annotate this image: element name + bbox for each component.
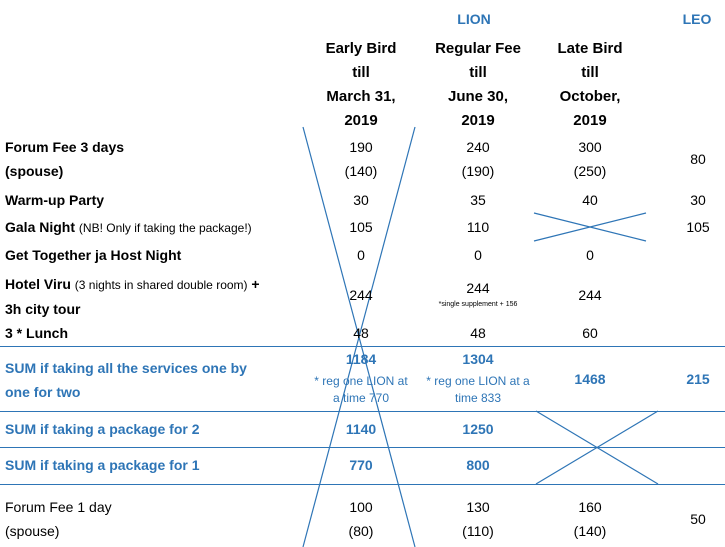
warmup-leo: 30 xyxy=(690,192,706,208)
late-bird-header: Late Bird till October, 2019 xyxy=(557,40,623,129)
together-regular: 0 xyxy=(474,247,482,263)
forum1-regular: 130 (110) xyxy=(462,499,494,539)
sum-all-leo: 215 xyxy=(686,371,710,387)
gala-regular: 110 xyxy=(466,219,490,235)
hotel-regular: 244 xyxy=(466,280,490,296)
gala-label: Gala Night (NB! Only if taking the package!) xyxy=(5,219,252,235)
lunch-label: 3 * Lunch xyxy=(5,325,69,341)
warmup-regular: 35 xyxy=(470,192,486,208)
forum3-regular: 240 (190) xyxy=(461,139,495,179)
together-label: Get Together ja Host Night xyxy=(5,247,182,263)
sum-all-early-note: * reg one LION at a time 770 xyxy=(314,374,408,405)
forum3-early: 190 (140) xyxy=(344,139,378,179)
rule-sum-top xyxy=(0,346,725,347)
together-late: 0 xyxy=(586,247,594,263)
sum-all-early: 1184 xyxy=(345,351,377,367)
hotel-early: 244 xyxy=(349,287,373,303)
together-early: 0 xyxy=(357,247,365,263)
forum1-late: 160 (140) xyxy=(573,499,607,539)
lunch-late: 60 xyxy=(582,325,598,341)
forum3-label: Forum Fee 3 days (spouse) xyxy=(5,139,125,179)
hotel-late: 244 xyxy=(578,287,602,303)
hotel-label: Hotel Viru (3 nights in shared double room) + 3h city tour xyxy=(5,276,260,317)
rule-pkg2-bottom xyxy=(0,447,725,448)
rule-pkg1-bottom xyxy=(0,484,725,485)
forum1-early: 100 (80) xyxy=(348,499,374,539)
sum-pkg2-label: SUM if taking a package for 2 xyxy=(5,421,200,437)
sum-pkg1-early: 770 xyxy=(349,457,373,473)
sum-pkg2-regular: 1250 xyxy=(462,421,494,437)
sum-pkg1-label: SUM if taking a package for 1 xyxy=(5,457,200,473)
warmup-late: 40 xyxy=(582,192,598,208)
lunch-early: 48 xyxy=(353,325,369,341)
gala-note: (NB! Only if taking the package!) xyxy=(78,221,252,235)
forum3-late: 300 (250) xyxy=(573,139,607,179)
leo-header: LEO xyxy=(682,11,712,27)
forum1-leo: 50 xyxy=(690,511,706,527)
hotel-regular-note: *single supplement + 156 xyxy=(438,301,518,308)
sum-all-regular-note: * reg one LION at a time 833 xyxy=(426,374,530,405)
forum1-label: Forum Fee 1 day (spouse) xyxy=(5,499,112,539)
sum-pkg1-regular: 800 xyxy=(466,457,490,473)
sum-all-late: 1468 xyxy=(574,371,606,387)
lunch-regular: 48 xyxy=(470,325,486,341)
regular-fee-header: Regular Fee till June 30, 2019 xyxy=(435,40,521,129)
forum3-leo: 80 xyxy=(690,151,706,167)
sum-all-regular: 1304 xyxy=(462,351,494,367)
gala-leo: 105 xyxy=(686,219,710,235)
warmup-label: Warm-up Party xyxy=(5,192,105,208)
warmup-early: 30 xyxy=(353,192,369,208)
gala-early: 105 xyxy=(349,219,373,235)
sum-pkg2-early: 1140 xyxy=(345,421,377,437)
rule-sum-bottom xyxy=(0,411,725,412)
early-bird-header: Early Bird till March 31, 2019 xyxy=(325,40,397,129)
sum-all-label: SUM if taking all the services one by one for two xyxy=(5,360,247,400)
lion-header: LION xyxy=(457,11,491,27)
